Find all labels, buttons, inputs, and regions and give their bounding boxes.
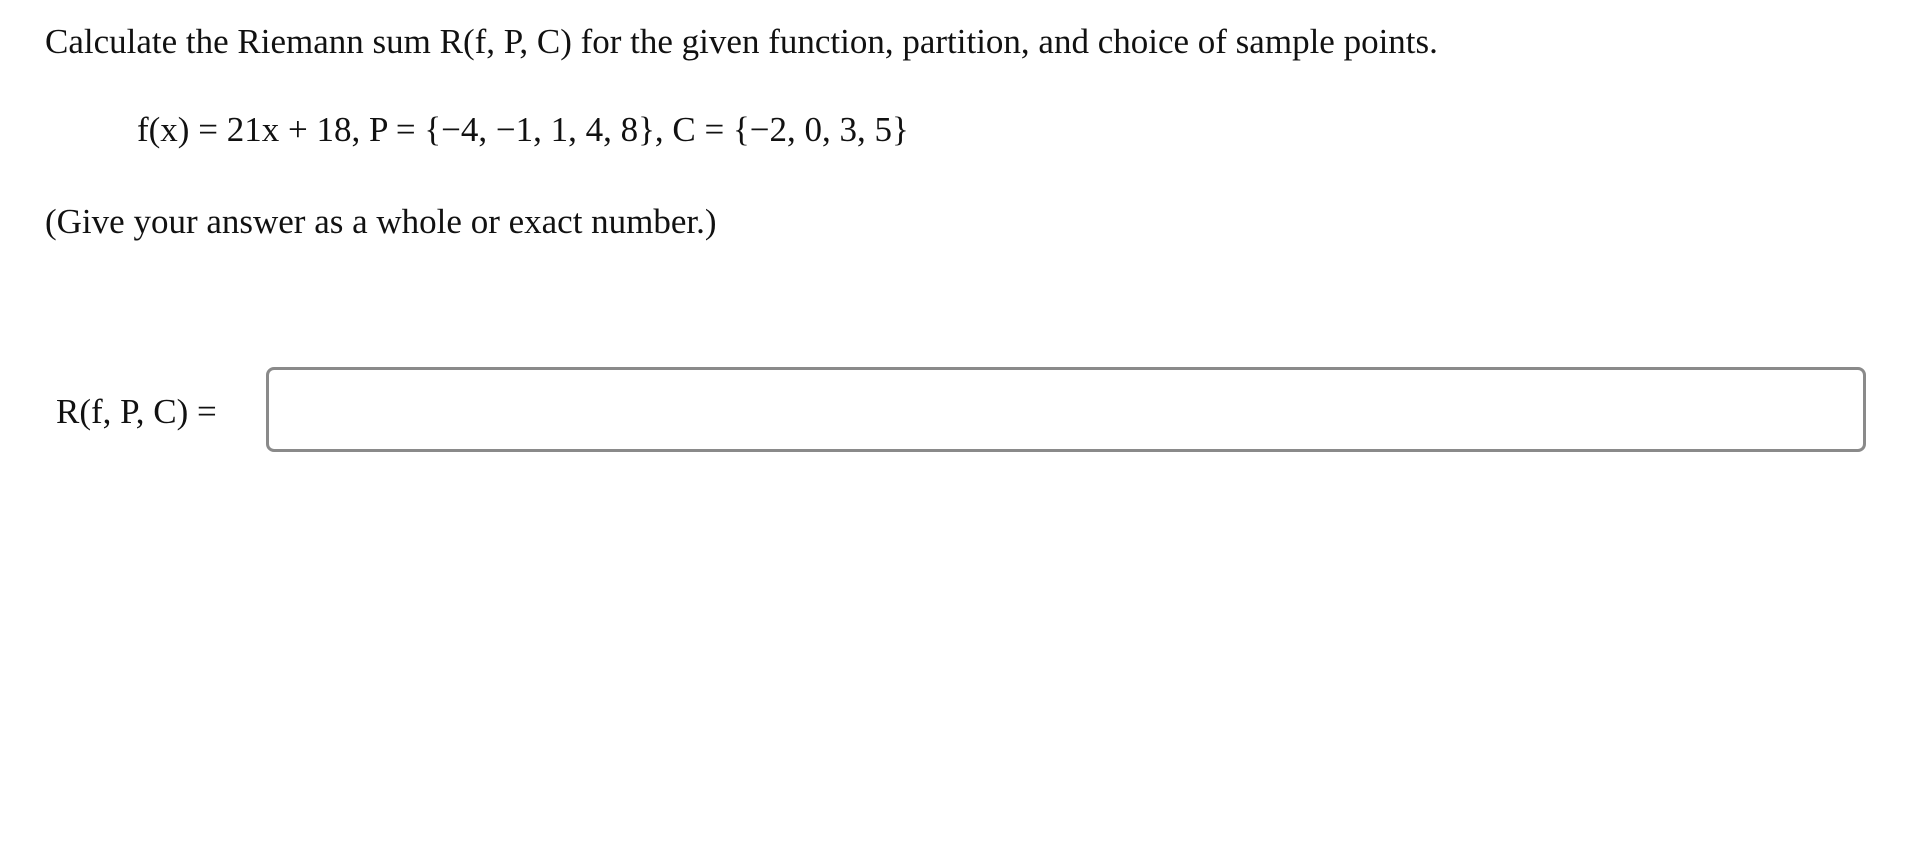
question-prompt: Calculate the Riemann sum R(f, P, C) for the given function, partition, and choice of sample points. [45,22,1438,61]
question-math: f(x) = 21x + 18, P = {−4, −1, 1, 4, 8}, C = {−2, 0, 3, 5} [137,110,909,149]
answer-input[interactable] [266,367,1866,452]
answer-label: R(f, P, C) = [56,392,217,431]
answer-format-note: (Give your answer as a whole or exact number.) [45,202,717,241]
